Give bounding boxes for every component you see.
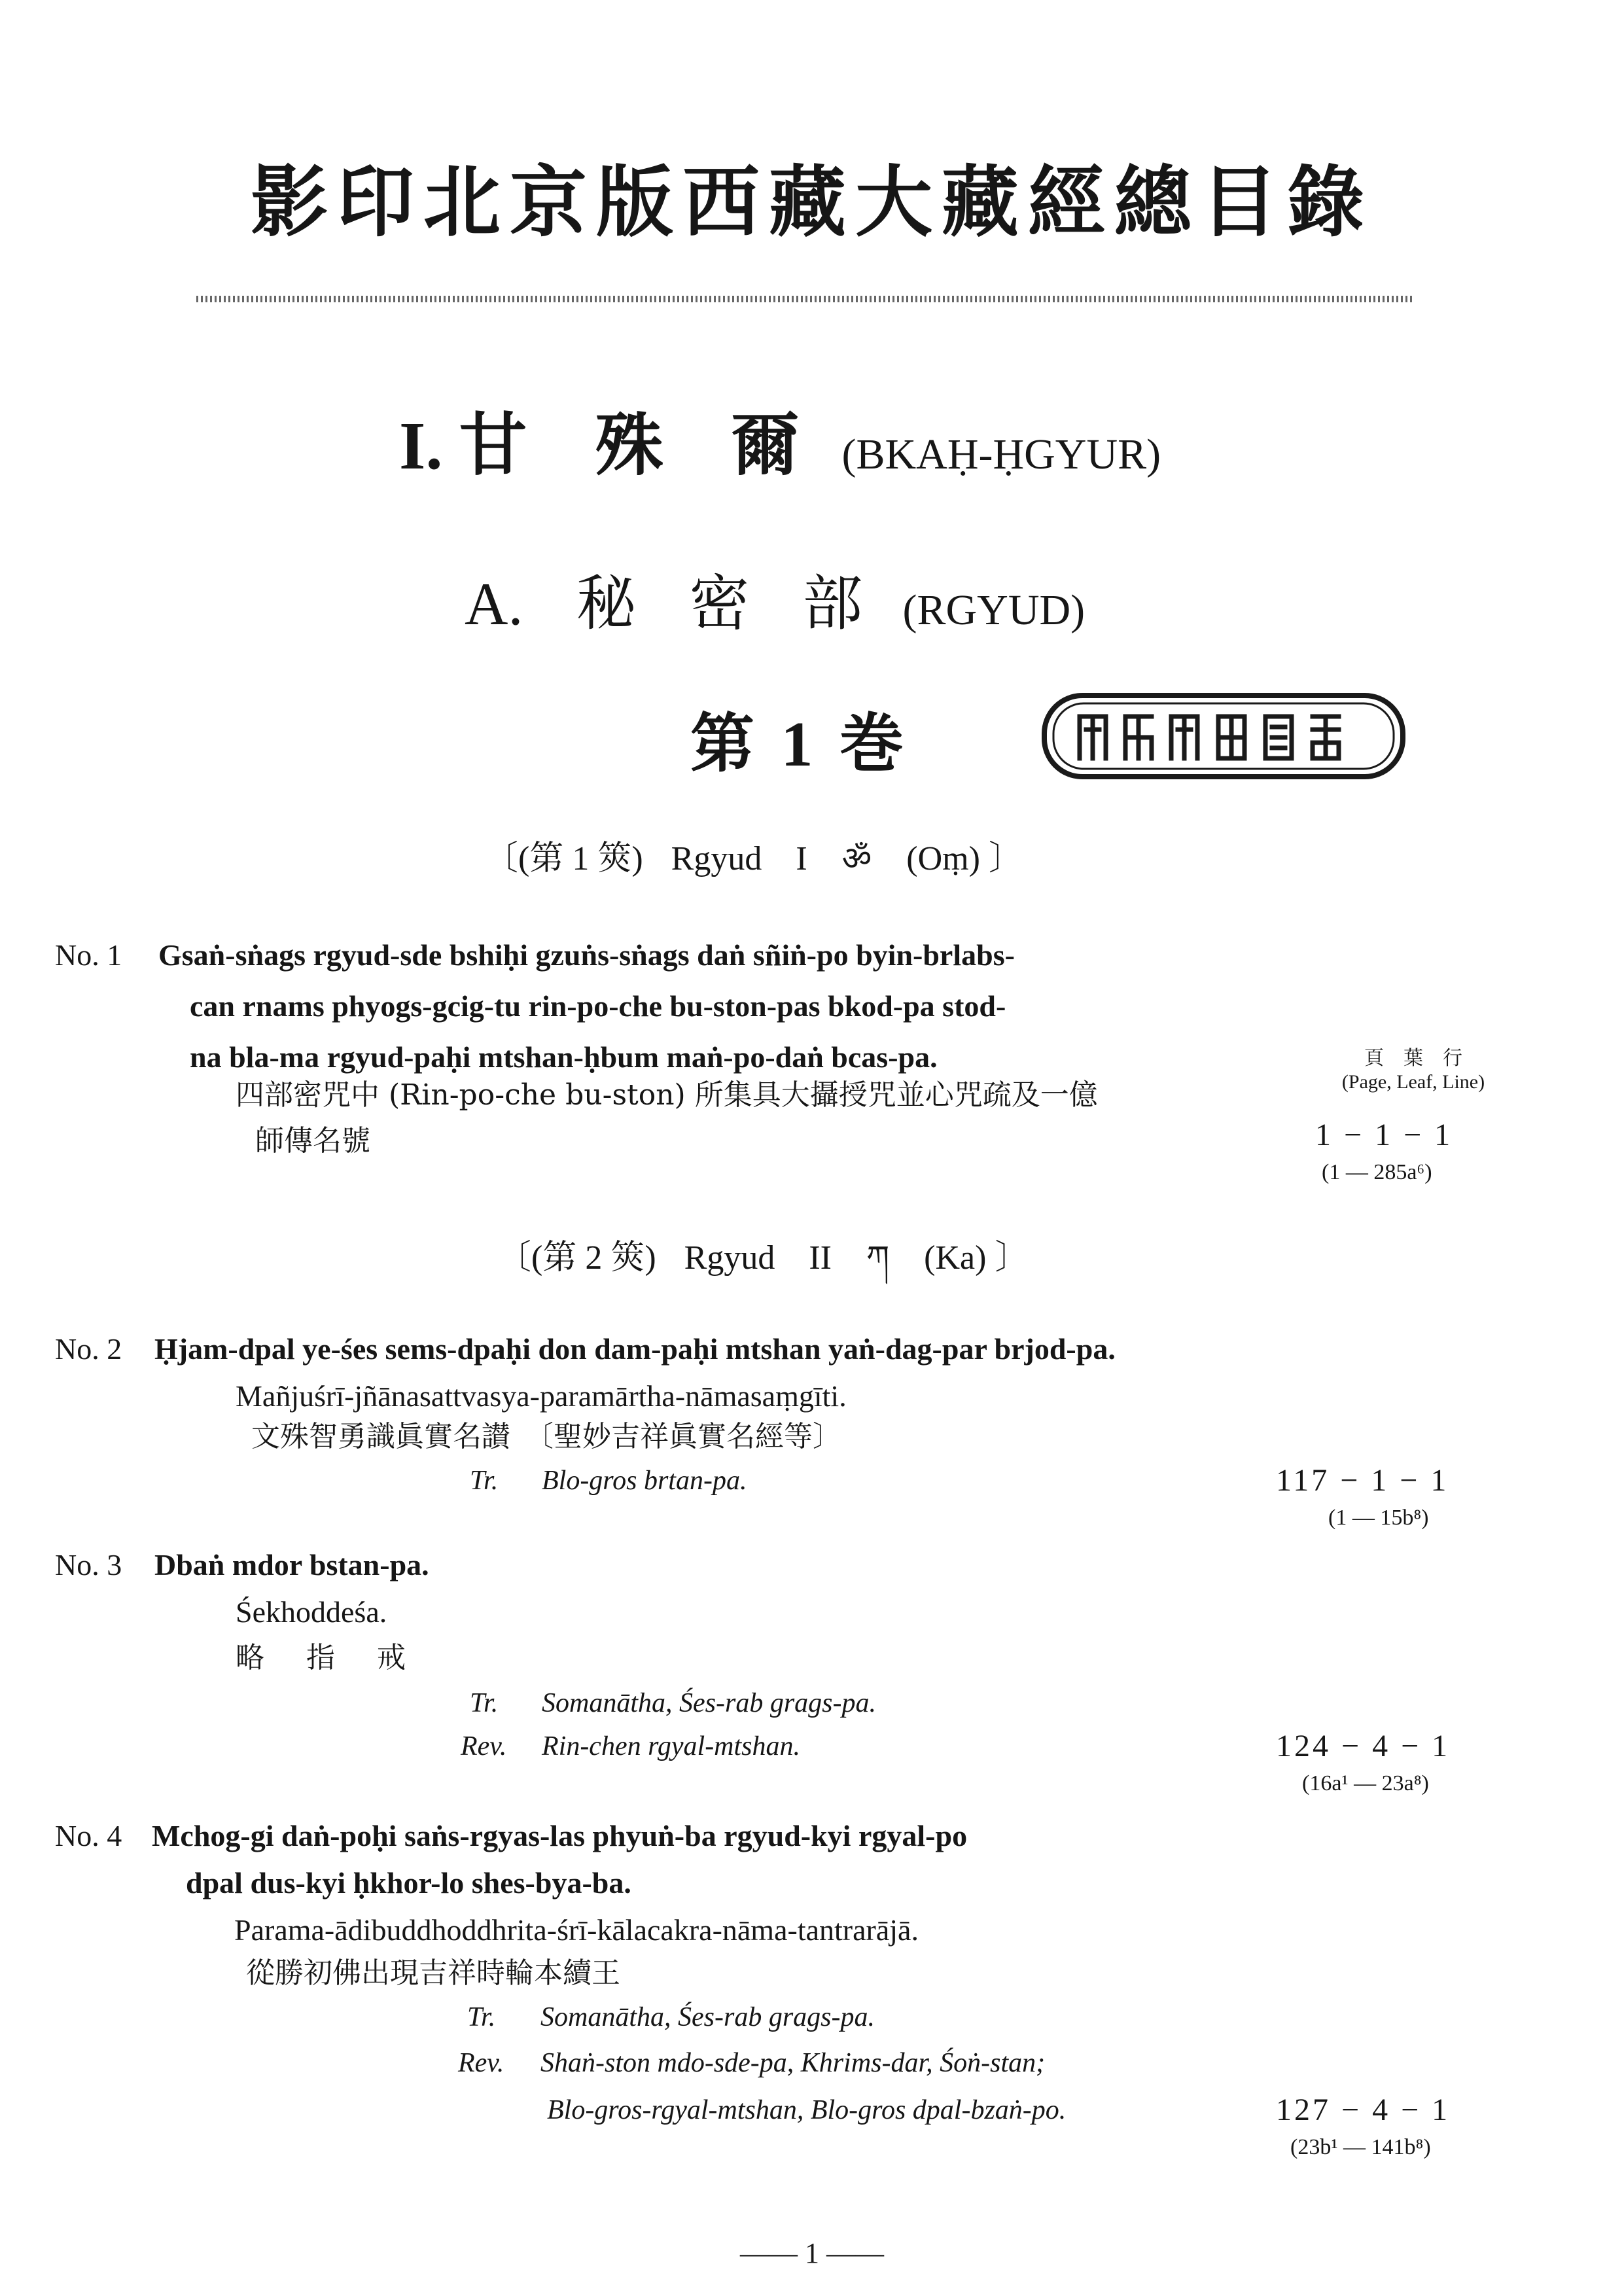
reviser-label: Rev.: [461, 1731, 507, 1761]
entry-tibetan-title: Ḥjam-dpal ye-śes sems-dpaḥi don dam-paḥi mtshan yaṅ-dag-par brjod-pa.: [154, 1332, 1116, 1366]
entry-sanskrit-title: Mañjuśrī-jñānasattvasya-paramārtha-nāmasaṃgīti.: [236, 1379, 847, 1413]
om-syllable-icon: ॐ: [841, 839, 872, 877]
entry-tibetan-title: can rnams phyogs-gcig-tu rin-po-che bu-ston-pas bkod-pa stod-: [190, 989, 1006, 1023]
translator-names: Blo-gros brtan-pa.: [542, 1466, 747, 1496]
bundle-close: 〕: [988, 840, 1023, 877]
division-name-1: 秘: [576, 571, 637, 637]
reviser-names: Shaṅ-ston mdo-sde-pa, Khrims-dar, Śoṅ-stan;: [540, 2048, 1046, 2078]
page-title: 影印北京版西藏大藏經總目錄: [250, 160, 1373, 246]
bundle-heading-1: [484, 839, 1023, 879]
entry-leaf-range: (16a¹ — 23a⁸): [1302, 1771, 1429, 1795]
section-name: 甘 殊 爾: [459, 408, 800, 484]
entry-chinese-title: 從勝初佛出現吉祥時輪本續王: [246, 1956, 620, 1990]
entry-reference: 1 − 1 − 1: [1315, 1118, 1453, 1152]
entry-chinese-title: 文殊智勇識眞實名讃 〔聖妙吉祥眞實名經等〕: [251, 1420, 841, 1453]
division-name-3: 部: [802, 571, 863, 637]
column-header-english: (Page, Leaf, Line): [1341, 1071, 1485, 1093]
reviser-names: Rin-chen rgyal-mtshan.: [542, 1731, 801, 1761]
bundle-glyph-latin: (Oṃ): [906, 840, 980, 877]
entry-number: No. 3: [55, 1548, 122, 1581]
entry-chinese-title: 四部密咒中 (Rin-po-che bu-ston) 所集具大攝授咒並心咒疏及一億: [236, 1078, 1098, 1112]
entry-reference: 117 − 1 − 1: [1276, 1463, 1449, 1498]
entry-tibetan-title: Gsaṅ-sṅags rgyud-sde bshiḥi gzuṅs-sṅags daṅ sñiṅ-po byin-brlabs-: [158, 938, 1015, 972]
reviser-names-continued: Blo-gros-rgyal-mtshan, Blo-gros dpal-bzaṅ-po.: [547, 2095, 1067, 2125]
entry-sanskrit-title: Parama-ādibuddhoddhrita-śrī-kālacakra-nāma-tantrarājā.: [234, 1913, 919, 1947]
division-latin: (RGYUD): [902, 586, 1086, 634]
translator-label: Tr.: [470, 1466, 499, 1496]
ka-syllable-icon: ཀ: [866, 1239, 890, 1277]
section-heading: [399, 406, 1161, 487]
entry-sanskrit-title: Śekhoddeśa.: [236, 1595, 387, 1629]
translator-names: Somanātha, Śes-rab grags-pa.: [540, 2002, 875, 2032]
section-numeral: I.: [399, 408, 443, 484]
entry-number: No. 1: [55, 938, 122, 972]
division-name-2: 密: [689, 571, 750, 637]
entry-reference: 127 − 4 − 1: [1276, 2093, 1451, 2127]
bundle-close: 〕: [995, 1239, 1029, 1277]
section-latin: (BKAḤ-ḤGYUR): [841, 431, 1161, 478]
translator-label: Tr.: [467, 2002, 496, 2032]
column-header-chinese: 頁 葉 行: [1364, 1048, 1462, 1069]
division-heading: [465, 568, 1085, 640]
entry-number: No. 2: [55, 1332, 122, 1366]
entry-tibetan-title: Mchog-gi daṅ-poḥi saṅs-rgyas-las phyuṅ-ba rgyud-kyi rgyal-po: [152, 1819, 968, 1852]
entry-reference: 124 − 4 − 1: [1276, 1729, 1451, 1763]
division-letter: A.: [465, 571, 523, 637]
entry-number: No. 4: [55, 1819, 122, 1852]
entry-tibetan-title: Dbaṅ mdor bstan-pa.: [154, 1548, 429, 1581]
bundle-glyph-latin: (Ka): [924, 1239, 987, 1277]
title-divider: [196, 296, 1413, 302]
entry-leaf-range: (1 — 285a⁶): [1322, 1160, 1432, 1184]
entry-leaf-range: (1 — 15b⁸): [1328, 1506, 1429, 1530]
page-number: —— 1 ——: [740, 2237, 884, 2269]
volume-heading: 第 1 巻: [690, 709, 909, 780]
entry-tibetan-title: dpal dus-kyi ḥkhor-lo shes-bya-ba.: [186, 1866, 631, 1899]
bundle-label: Rgyud II: [684, 1239, 832, 1277]
translator-names: Somanātha, Śes-rab grags-pa.: [542, 1688, 876, 1718]
bundle-open: 〔(第 1 筴): [484, 840, 643, 877]
bundle-heading-2: [497, 1238, 1029, 1279]
column-header: [1276, 1047, 1551, 1094]
entry-leaf-range: (23b¹ — 141b⁸): [1290, 2135, 1431, 2159]
translator-label: Tr.: [470, 1688, 499, 1718]
bundle-label: Rgyud I: [671, 840, 807, 877]
entry-chinese-title: 略 指 戒: [236, 1641, 412, 1674]
entry-tibetan-title: na bla-ma rgyud-paḥi mtshan-ḥbum maṅ-po-daṅ bcas-pa.: [190, 1040, 938, 1074]
bundle-open: 〔(第 2 筴): [497, 1239, 656, 1277]
entry-chinese-title: 師傳名號: [255, 1124, 370, 1157]
reviser-label: Rev.: [458, 2048, 504, 2078]
seal-stamp-icon: [1040, 690, 1407, 782]
